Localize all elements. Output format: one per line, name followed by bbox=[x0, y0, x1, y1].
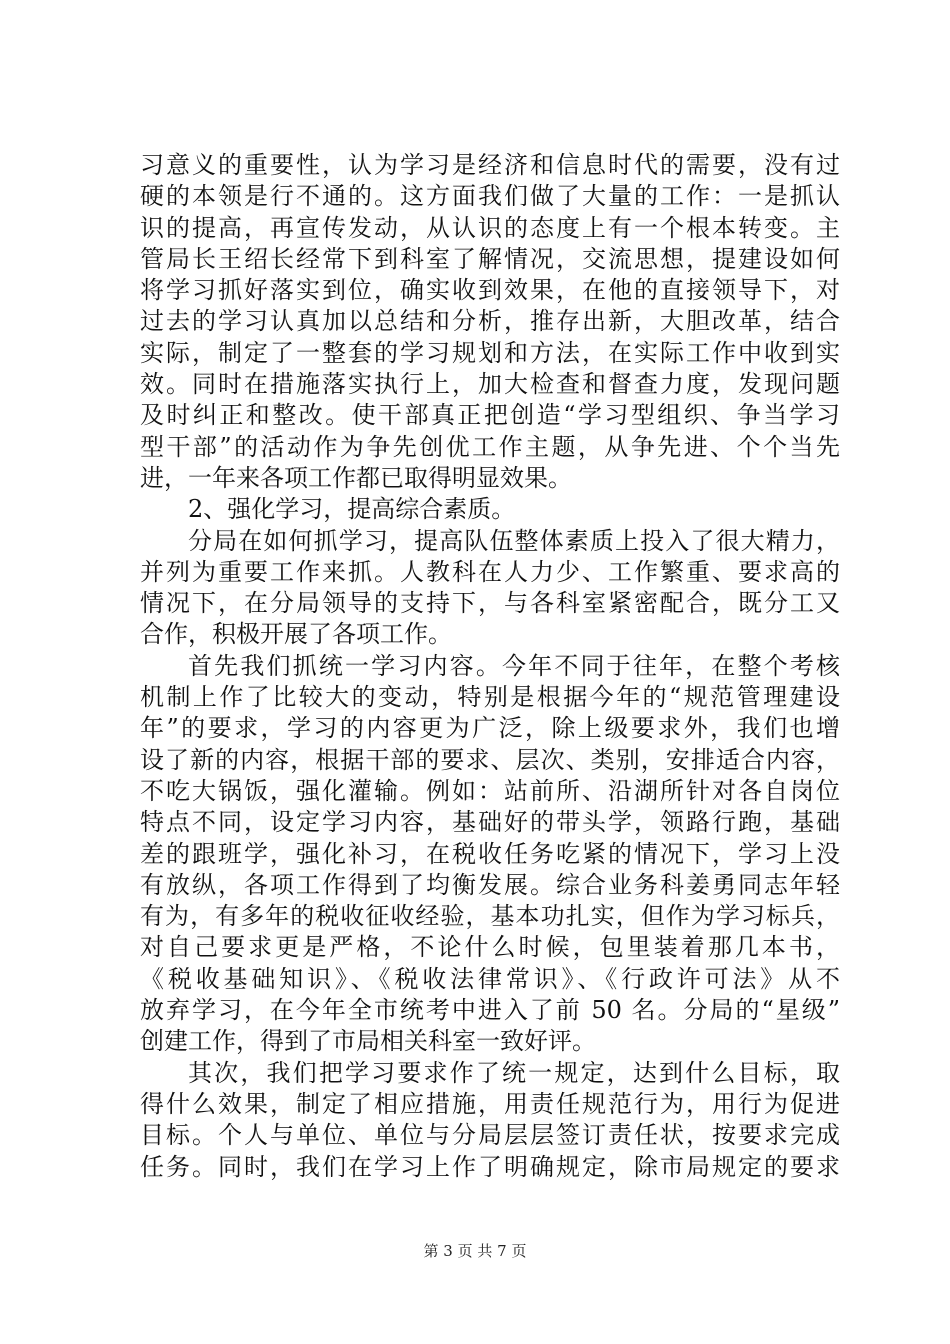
text-line: 情况下，在分局领导的支持下，与各科室紧密配合，既分工又 bbox=[140, 589, 840, 618]
text-line: 合作，积极开展了各项工作。 bbox=[140, 620, 452, 649]
text-line: 《税收基础知识》、《税收法律常识》、《行政许可法》从不 bbox=[140, 964, 840, 993]
text-line: 识的提高，再宣传发动，从认识的态度上有一个根本转变。主 bbox=[140, 213, 840, 242]
text-line: 并列为重要工作来抓。人教科在人力少、工作繁重、要求高的 bbox=[140, 557, 840, 586]
text-line: 习意义的重要性，认为学习是经济和信息时代的需要，没有过 bbox=[140, 151, 840, 179]
document-body bbox=[140, 150, 840, 1183]
text-line: 实际，制定了一整套的学习规划和方法，在实际工作中收到实 bbox=[140, 338, 840, 367]
text-line: 2、强化学习，提高综合素质。 bbox=[188, 495, 516, 524]
text-line: 目标。个人与单位、单位与分局层层签订责任状，按要求完成 bbox=[140, 1121, 840, 1150]
text-line: 首先我们抓统一学习内容。今年不同于往年，在整个考核 bbox=[188, 651, 840, 680]
text-line: 管局长王绍长经常下到科室了解情况，交流思想，提建设如何 bbox=[140, 244, 840, 273]
text-line: 硬的本领是行不通的。这方面我们做了大量的工作：一是抓认 bbox=[140, 182, 840, 211]
text-line: 其次，我们把学习要求作了统一规定，达到什么目标，取 bbox=[188, 1058, 840, 1087]
text-line: 对自己要求更是严格，不论什么时候，包里装着那几本书， bbox=[140, 933, 840, 962]
text-line: 得什么效果，制定了相应措施，用责任规范行为，用行为促进 bbox=[140, 1089, 840, 1118]
text-line: 分局在如何抓学习，提高队伍整体素质上投入了很大精力， bbox=[188, 526, 840, 555]
text-line: 将学习抓好落实到位，确实收到效果，在他的直接领导下，对 bbox=[140, 276, 840, 305]
text-line: 差的跟班学，强化补习，在税收任务吃紧的情况下，学习上没 bbox=[140, 839, 840, 868]
text-line: 特点不同，设定学习内容，基础好的带头学，领路行跑，基础 bbox=[140, 808, 840, 837]
text-line: 创建工作，得到了市局相关科室一致好评。 bbox=[140, 1027, 596, 1056]
text-line: 效。同时在措施落实执行上，加大检查和督查力度，发现问题 bbox=[140, 370, 840, 399]
text-line: 型干部”的活动作为争先创优工作主题，从争先进、个个当先 bbox=[140, 432, 840, 461]
text-line: 放弃学习，在今年全市统考中进入了前 50 名。分局的“星级” bbox=[140, 996, 840, 1025]
text-line: 任务。同时，我们在学习上作了明确规定，除市局规定的要求 bbox=[140, 1152, 840, 1181]
text-line: 及时纠正和整改。使干部真正把创造“学习型组织、争当学习 bbox=[140, 401, 840, 430]
text-line: 进，一年来各项工作都已取得明显效果。 bbox=[140, 463, 572, 492]
text-line: 有放纵，各项工作得到了均衡发展。综合业务科姜勇同志年轻 bbox=[140, 870, 840, 899]
text-line: 过去的学习认真加以总结和分析，推存出新，大胆改革，结合 bbox=[140, 307, 840, 336]
page-footer: 第 3 页 共 7 页 bbox=[423, 1242, 527, 1260]
text-line: 有为，有多年的税收征收经验，基本功扎实，但作为学习标兵， bbox=[140, 902, 840, 931]
text-line: 机制上作了比较大的变动，特别是根据今年的“规范管理建设 bbox=[140, 683, 840, 712]
text-line: 年”的要求，学习的内容更为广泛，除上级要求外，我们也增 bbox=[140, 714, 840, 743]
text-line: 设了新的内容，根据干部的要求、层次、类别，安排适合内容， bbox=[140, 745, 840, 774]
text-line: 不吃大锅饭，强化灌输。例如：站前所、沿湖所针对各自岗位 bbox=[140, 776, 840, 805]
